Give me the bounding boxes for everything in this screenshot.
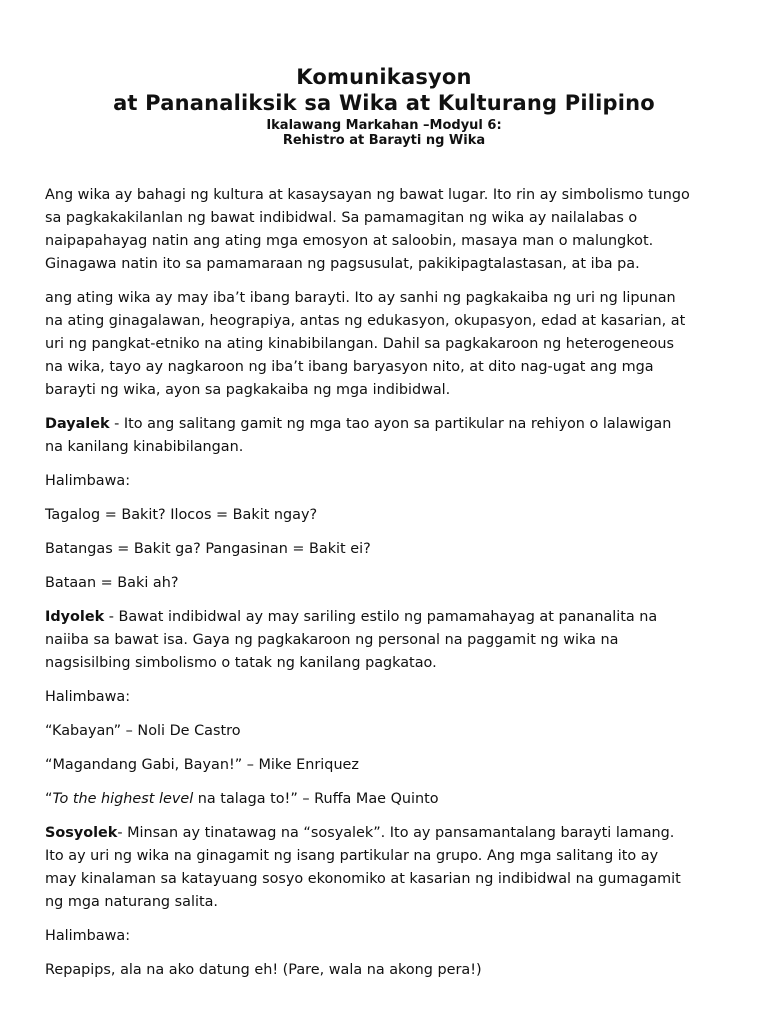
idyolek-line-3: nagsisilbing simbolismo o tatak ng kanilang pagkatao. [45, 655, 437, 671]
subtitle-line-2: Rehistro at Barayti ng Wika [282, 133, 486, 148]
example-3-open-quote: “ [45, 791, 53, 807]
intro-line: naipapahayag natin ang ating mga emosyon at saloobin, masaya man o malungkot. [45, 233, 654, 249]
dayalek-text: - Ito ang salitang gamit ng mga tao ayon sa partikular na rehiyon o lalawigan [109, 416, 672, 432]
barayti-line: na ating ginagalawan, heograpiya, antas ng edukasyon, okupasyon, edad at kasarian, at [45, 313, 686, 329]
barayti-line: uri ng pangkat-etniko na ating kinabibilangan. Dahil sa pagkakaroon ng heterogeneous [45, 336, 675, 352]
sosyolek-line-3: may kinalaman sa katayuang sosyo ekonomiko at kasarian ng indibidwal na gumagamit [45, 871, 681, 887]
sosyolek-definition [45, 822, 725, 914]
barayti-line: barayti ng wika, ayon sa pagkakaiba ng mga indibidwal. [45, 382, 451, 398]
intro-line: Ang wika ay bahagi ng kultura at kasaysayan ng bawat lugar. Ito rin ay simbolismo tungo [45, 187, 690, 203]
idyolek-example-3 [45, 788, 725, 811]
idyolek-example-1: “Kabayan” – Noli De Castro [45, 723, 241, 739]
sosyolek-example-1: Repapips, ala na ako datung eh! (Pare, wala na akong pera!) [45, 962, 482, 978]
example-3-italic: To the highest level [52, 791, 194, 807]
subtitle-line-1: Ikalawang Markahan –Modyul 6: [266, 118, 502, 133]
dayalek-example: Batangas = Bakit ga? Pangasinan = Bakit ei? [45, 541, 371, 557]
title-line-1: Komunikasyon [296, 65, 472, 89]
intro-paragraph [45, 184, 725, 276]
document-header [0, 64, 768, 148]
sosyolek-halimbawa: Halimbawa: [45, 928, 131, 944]
intro-line: Ginagawa natin ito sa pamamaraan ng pagsusulat, pakikipagtalastasan, at iba pa. [45, 256, 640, 272]
dayalek-halimbawa: Halimbawa: [45, 473, 131, 489]
idyolek-line-1 [45, 606, 725, 629]
sosyolek-text: - Minsan ay tinatawag na “sosyalek”. Ito ay pansamantalang barayti lamang. [117, 825, 675, 841]
document-body [45, 184, 725, 993]
barayti-paragraph [45, 287, 725, 402]
barayti-line: na wika, tayo ay nagkaroon ng iba’t ibang baryasyon nito, at dito nag-ugat ang mga [45, 359, 654, 375]
idyolek-line-2: naiiba sa bawat isa. Gaya ng pagkakaroon ng personal na paggamit ng wika na [45, 632, 619, 648]
idyolek-term: Idyolek [45, 609, 105, 625]
sosyolek-term: Sosyolek [45, 825, 118, 841]
idyolek-text: - Bawat indibidwal ay may sariling estilo ng pamamahayag at pananalita na [104, 609, 658, 625]
sosyolek-line-2: Ito ay uri ng wika na ginagamit ng isang partikular na grupo. Ang mga salitang ito ay [45, 848, 659, 864]
dayalek-line-1 [45, 413, 725, 436]
dayalek-definition [45, 413, 725, 459]
sosyolek-line-4: ng mga naturang salita. [45, 894, 218, 910]
dayalek-example: Bataan = Baki ah? [45, 575, 179, 591]
dayalek-example: Tagalog = Bakit? Ilocos = Bakit ngay? [45, 507, 318, 523]
title-line-2: at Pananaliksik sa Wika at Kulturang Pilipino [113, 91, 655, 115]
example-3-rest: na talaga to!” – Ruffa Mae Quinto [193, 791, 439, 807]
dayalek-term: Dayalek [45, 416, 110, 432]
idyolek-halimbawa: Halimbawa: [45, 689, 131, 705]
idyolek-example-2: “Magandang Gabi, Bayan!” – Mike Enriquez [45, 757, 359, 773]
dayalek-line-2: na kanilang kinabibilangan. [45, 439, 244, 455]
sosyolek-line-1 [45, 822, 725, 845]
intro-line: sa pagkakakilanlan ng bawat indibidwal. Sa pamamagitan ng wika ay nailalabas o [45, 210, 638, 226]
idyolek-definition [45, 606, 725, 675]
barayti-line: ang ating wika ay may iba’t ibang barayti. Ito ay sanhi ng pagkakaiba ng uri ng lipunan [45, 290, 676, 306]
